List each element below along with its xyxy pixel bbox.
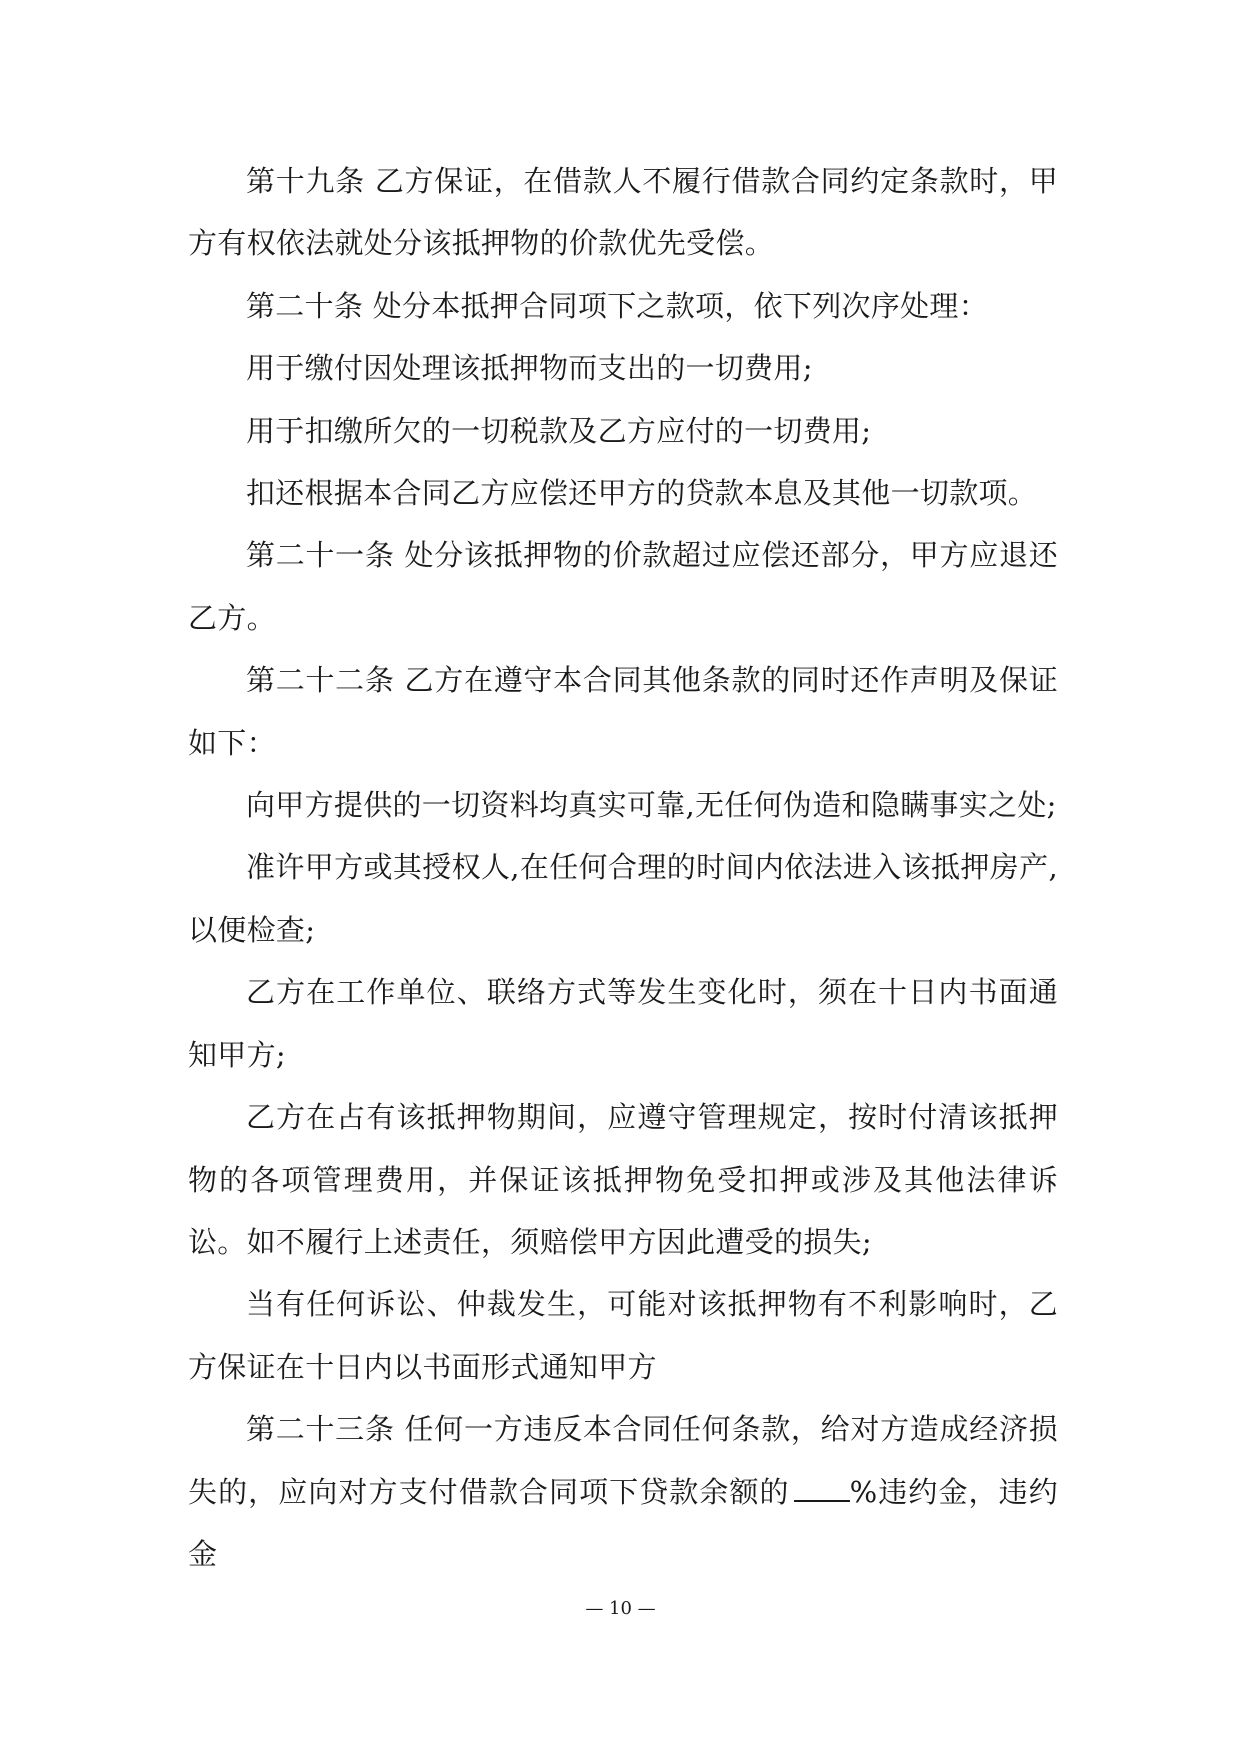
document-body — [188, 150, 1058, 1585]
article-20: 第二十条 处分本抵押合同项下之款项，依下列次序处理： — [246, 288, 989, 323]
article-20-item-1: 用于缴付因处理该抵押物而支出的一切费用; — [246, 351, 813, 386]
article-22-item-4: 乙方在占有该抵押物期间，应遵守管理规定，按时付清该抵押物的各项管理费用，并保证该抵押物免受扣押或涉及其他法律诉讼。如不履行上述责任，须赔偿甲方因此遭受的损失; — [188, 1100, 1058, 1259]
article-22-item-3: 乙方在工作单位、联络方式等发生变化时，须在十日内书面通知甲方; — [188, 975, 1058, 1072]
page-number: — 10 — — [585, 1598, 656, 1619]
fill-in-blank — [794, 1474, 850, 1502]
article-23-text-after: %违约金，违约金 — [188, 1474, 1058, 1571]
article-23-text-before: 第二十三条 任何一方违反本合同任何条款，给对方造成经济损失的，应向对方支付借款合同项下贷款余额的 — [188, 1412, 1058, 1509]
article-23 — [188, 1398, 1058, 1585]
article-22-item-1: 向甲方提供的一切资料均真实可靠,无任何伪造和隐瞒事实之处; — [246, 788, 1057, 823]
article-22-item-5: 当有任何诉讼、仲裁发生，可能对该抵押物有不利影响时，乙方保证在十日内以书面形式通知甲方 — [188, 1287, 1058, 1384]
article-20-item-2: 用于扣缴所欠的一切税款及乙方应付的一切费用; — [246, 413, 872, 448]
article-19: 第十九条 乙方保证，在借款人不履行借款合同约定条款时，甲方有权依法就处分该抵押物的价款优先受偿。 — [188, 164, 1058, 261]
article-22-item-2: 准许甲方或其授权人,在任何合理的时间内依法进入该抵押房产,以便检查; — [188, 850, 1058, 947]
article-20-item-3: 扣还根据本合同乙方应偿还甲方的贷款本息及其他一切款项。 — [246, 476, 1038, 511]
article-22: 第二十二条 乙方在遵守本合同其他条款的同时还作声明及保证如下： — [188, 663, 1058, 760]
article-21: 第二十一条 处分该抵押物的价款超过应偿还部分，甲方应退还乙方。 — [188, 538, 1058, 635]
